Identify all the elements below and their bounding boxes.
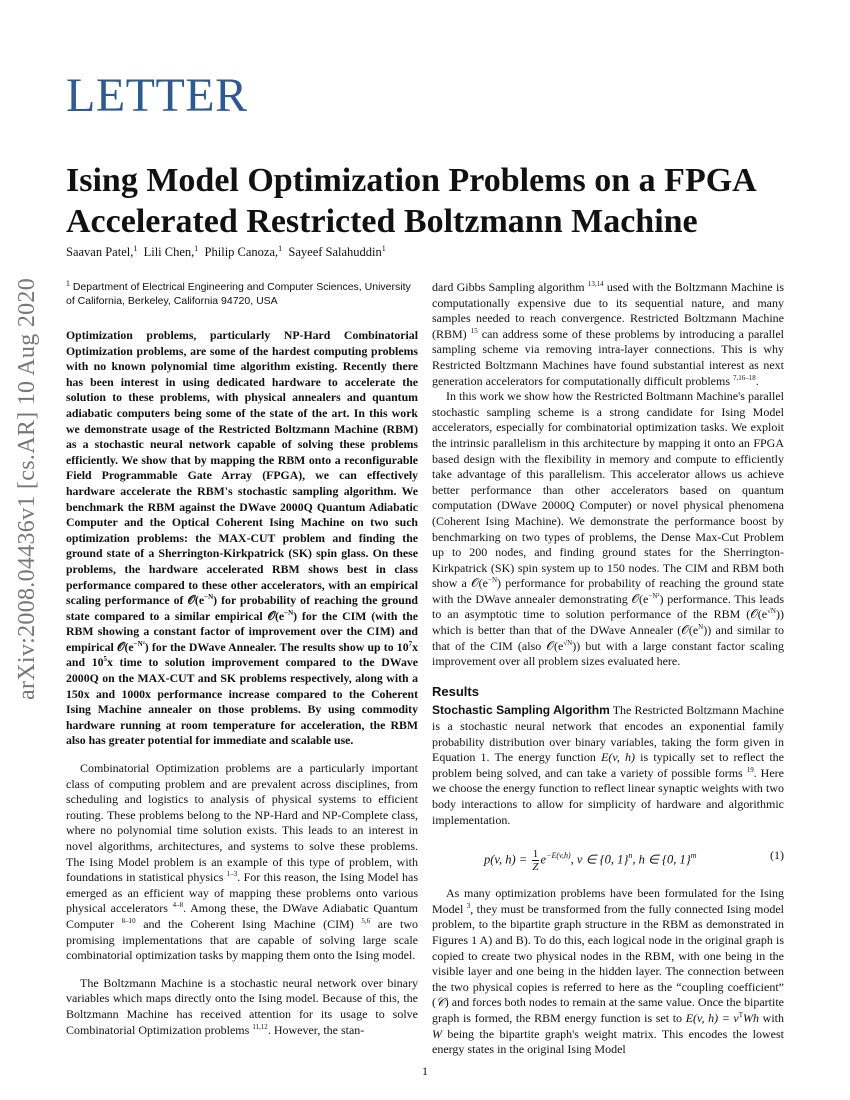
text-run: . Here we choose the energy function to reflect linear synaptic weights with two body interactions to allow for simplicity of hardware and algorithmic implementation. (432, 765, 784, 827)
citation: 3 (466, 901, 471, 910)
text-run: can address some of these problems by introducing a parallel sampling scheme via removing intra-layer connections. This is why Restricted Boltzmann Machines have found substantial interest as next generation accelerators for computationally difficult problems (432, 326, 784, 388)
citation: 1–3 (226, 870, 238, 879)
text-run: 𝒪(e (546, 638, 564, 653)
text-run: x and (83, 686, 122, 701)
text-run: N (698, 623, 704, 632)
text-run: . However, the stan- (267, 1022, 365, 1037)
affiliation-mark: 1 (278, 244, 283, 253)
citation: 19 (746, 765, 754, 774)
author-list (66, 244, 386, 260)
text-run: E(v, h) (601, 750, 635, 765)
text-run: As many optimization problems have been formulated for the Ising Model (432, 886, 784, 916)
arxiv-identifier: arXiv:2008.04436v1 [cs.AR] 10 Aug 2020 (14, 277, 40, 700)
text-run: and the Coherent Ising Machine (CIM) (135, 916, 362, 931)
text-run: ) which is better than that of the DWave Annealer ( (432, 607, 784, 638)
text-run: 5 (103, 655, 107, 664)
citation: 11,12 (252, 1022, 268, 1031)
text-run: m (690, 851, 697, 861)
text-run: −N (284, 608, 294, 617)
text-run: with (759, 1010, 785, 1025)
abstract (66, 328, 418, 749)
text-run: √N (767, 607, 776, 616)
intro-paragraph (66, 761, 418, 964)
text-run: p(v, h) = (484, 852, 531, 867)
text-run: performance for probability of reaching the ground state with the DWave annealer demonstrating (432, 576, 784, 606)
affiliation-mark: 1 (381, 244, 386, 253)
text-run: Optimization problems, particularly NP-Hard Combinatorial Optimization problems, are some of the hardest computing problems with no known polynomial time algorithm existing. Recently there has been interest in using dedicated hardware to accelerate the solution to these problems, with physical annealers and quantum adiabatic computers being some of the state of the art. In this work we demonstrate usage of the Restricted Boltzmann Machine (RBM) as a stochastic neural network capable of solving these problems efficiently. We show that by mapping the RBM onto a reconfigurable Field Programmable Gate Array (FPGA), we can effectively hardware accelerate the RBM's stochastic sampling algorithm. We benchmark the RBM against the DWave 2000Q Quantum Adiabatic Computer and the Optical Coherent Ising Machine on two such optimization problems: the MAX-CUT problem and finding the ground state of a Sherrington-Kirkpatrick (SK) spin glass. On these problems, the hardware accelerated RBM shows best in class performance compared to these other accelerators, with an empirical scaling performance of (66, 328, 418, 608)
text-run: 1000 (121, 686, 146, 701)
affiliation-mark: 1 (194, 244, 199, 253)
text-run: 150 (66, 686, 84, 701)
text-run: performance. This leads to an asymptotic time to solution performance of the RBM ( (432, 591, 784, 622)
text-run: x time to solution improvement compared to the DWave 2000Q on the MAX-CUT and SK problems respectively, along with a (66, 655, 418, 686)
author: Sayeef Salahuddin (288, 245, 382, 260)
text-run: being the bipartite graph's weight matrix. This encodes the lowest energy states in the original Ising Model (432, 1026, 784, 1057)
text-run: are two promising implementations that are capable of solving large scale combinatorial optimization tasks by mapping them onto the Ising model. (66, 916, 418, 963)
run-in-heading: Stochastic Sampling Algorithm (432, 703, 610, 718)
text-run: The Restricted Boltzmann Machine is a stochastic neural network that encodes an exponential family probability distribution over binary variables, taking the form given in Equation 1. The energy function (432, 703, 785, 765)
citation: 13,14 (587, 280, 604, 288)
text-run: 𝒪(e (681, 623, 699, 638)
text-run: dard Gibbs Sampling algorithm (432, 280, 588, 294)
page-number: 1 (422, 1064, 428, 1078)
gibbs-paragraph (432, 280, 784, 389)
author: Saavan Patel, (66, 245, 134, 260)
text-run (532, 848, 538, 873)
this-work-paragraph (432, 389, 784, 670)
text-run: x performance increase compared to the Coherent Ising Machine annealer on those problems. By using commodity hardware running at room temperature for acceleration, the RBM also has greater potential for immediate and scalable use. (66, 686, 419, 748)
text-run: , they must be transformed from the fully connected Ising model problem, to the bipartite graph structure in the RBM as demonstrated in Figures 1 A) and B). To do this, each logical node in the original graph is copied to create two physical nodes in the RBM, with one being in the visible layer and one being in the hidden layer. The connection between the two physical copies is referred to here as the “coupling coefficient” ( (432, 901, 784, 1010)
text-run: 𝒪(e (117, 639, 134, 654)
affiliation-mark: 1 (133, 244, 138, 253)
citation: 8–10 (121, 916, 136, 925)
text-run: ) (659, 591, 664, 606)
mapping-paragraph (432, 886, 784, 1058)
author: Lili Chen, (143, 245, 195, 260)
paper-title: Ising Model Optimization Problems on a FPGA Accelerated Restricted Boltzmann Machine (66, 162, 755, 240)
right-column (432, 280, 784, 1058)
text-run: ) (776, 607, 780, 622)
text-run: √N (563, 638, 573, 647)
text-run: −N² (648, 591, 660, 600)
equation-number: (1) (770, 848, 784, 863)
text-run: 𝒪(e (750, 607, 768, 622)
text-run: 𝒪(e (267, 608, 285, 623)
text-run: Z (532, 861, 539, 874)
citation: 15 (470, 326, 478, 335)
equation-1 (432, 842, 784, 872)
journal-section-label: LETTER (66, 69, 248, 122)
text-run: ) but with a large constant factor scaling improvement over all problem sizes evaluated here. (432, 638, 784, 669)
author: Philip Canoza, (204, 245, 279, 260)
text-run: ) (213, 593, 218, 608)
text-run: ) (703, 623, 708, 638)
text-run: The Boltzmann Machine is a stochastic neural network over binary variables which maps directly onto the Ising model. Because of this, the Boltzmann Machine has received attention for its usage to solve Combinatorial Optimization problems (66, 975, 418, 1037)
text-run: −N (204, 593, 214, 602)
text-run: n (628, 851, 633, 861)
text-run: Department of Electrical Engineering and Computer Sciences, University of California, Berkeley, California 94720, USA (66, 281, 411, 307)
text-run: . (755, 373, 759, 388)
citation: 5,6 (361, 916, 371, 925)
text-run: . For this reason, the Ising Model has emerged as an efficient way of mapping these problems onto various physical accelerators (66, 870, 419, 916)
text-run: Wh (743, 1010, 760, 1025)
text-run: used with the Boltzmann Machine is computationally expensive due to its sequential nature, and many samples needed to reach convergence. Restricted Boltzmann Machine (RBM) (432, 280, 785, 341)
text-run: 𝒪(e (631, 591, 649, 606)
text-run: ) and forces both nodes to remain at the same value. Once the bipartite graph is formed, the RBM energy function is set to (432, 995, 784, 1025)
text-run: In this work we show how the Restricted Boltmann Machine's parallel stochastic sampling scheme is a strong candidate for Ising Model accelerators, especially for combinatorial optimization tasks. We exploit the intrinsic parallelism in this architecture by mapping it onto an FPGA based design with the flexibility in memory and compute to efficiently take advantage of this parallelism. This accelerator allows us achieve better performance than other accelerators based on quantum computation (DWave 2000Q Computer) or novel physical phenomena (Coherent Ising Machine). We demonstrate the performance boost by benchmarking on two types of problems, the Dense Max-Cut Problem up to 200 nodes, and finding ground states for the Sherrington-Kirkpatrick (SK) spin system up to 150 nodes. The CIM and RBM both show a (432, 389, 784, 591)
text-run: for the DWave Annealer. The results show up to (148, 639, 397, 654)
text-run: T (738, 1010, 744, 1019)
text-run: e (540, 852, 547, 867)
text-run: ) (293, 608, 298, 623)
text-run: . Among these, the DWave Adiabatic Quantum Computer (66, 901, 419, 931)
text-run: 7 (408, 639, 413, 648)
text-run: ) (572, 638, 577, 653)
boltzmann-paragraph (66, 976, 418, 1038)
text-run: 1 (532, 848, 539, 861)
text-run: −N (488, 576, 498, 585)
citation: 7,16–18 (733, 373, 756, 382)
text-run: E(v, h) = v (685, 1010, 739, 1025)
text-run: 1 (66, 280, 70, 288)
text-run: 𝒪(e (187, 593, 205, 608)
equation-body (484, 848, 697, 873)
text-run: 10 (396, 639, 409, 654)
text-run: for the CIM (with the RBM showing a constant factor of improvement over the CIM) and empirical (66, 608, 418, 654)
text-run: x and (66, 639, 418, 670)
text-run: W (432, 1026, 442, 1041)
left-column (66, 280, 418, 1038)
section-heading-results: Results (432, 683, 479, 699)
text-run: , v ∈ {0, 1} (570, 852, 629, 867)
text-run: ) (144, 639, 149, 654)
text-run: for probability of reaching the ground state compared to a similar empirical (66, 593, 418, 623)
text-run: ) and similar to that of the CIM (also (432, 623, 784, 653)
text-run: −N² (133, 639, 145, 648)
affiliation (66, 280, 418, 308)
text-run: is typically set to reflect the problem being solved, and can take a variety of possible forms (432, 750, 784, 780)
text-run: 𝒞 (436, 995, 445, 1010)
text-run: 10 (91, 655, 104, 670)
sampling-paragraph (432, 703, 784, 828)
text-run: Combinatorial Optimization problems are a particularly important class of computing problem and are prevalent across disciplines, from scheduling and logistics to analysis of physical systems to efficient routing. These problems belong to the NP-Hard and NP-Complete class, where no polynomial time solution exists. This leads to an interest in novel algorithms, architectures, and systems to solve these problems. The Ising Model problem is an example of this type of problem, with foundations in statistical physics (66, 761, 418, 885)
citation: 4–8 (172, 901, 184, 910)
text-run: ) (497, 576, 502, 591)
text-run: −E(v,h) (546, 851, 571, 861)
text-run: , h ∈ {0, 1} (632, 852, 691, 867)
text-run: 𝒪(e (471, 576, 488, 591)
